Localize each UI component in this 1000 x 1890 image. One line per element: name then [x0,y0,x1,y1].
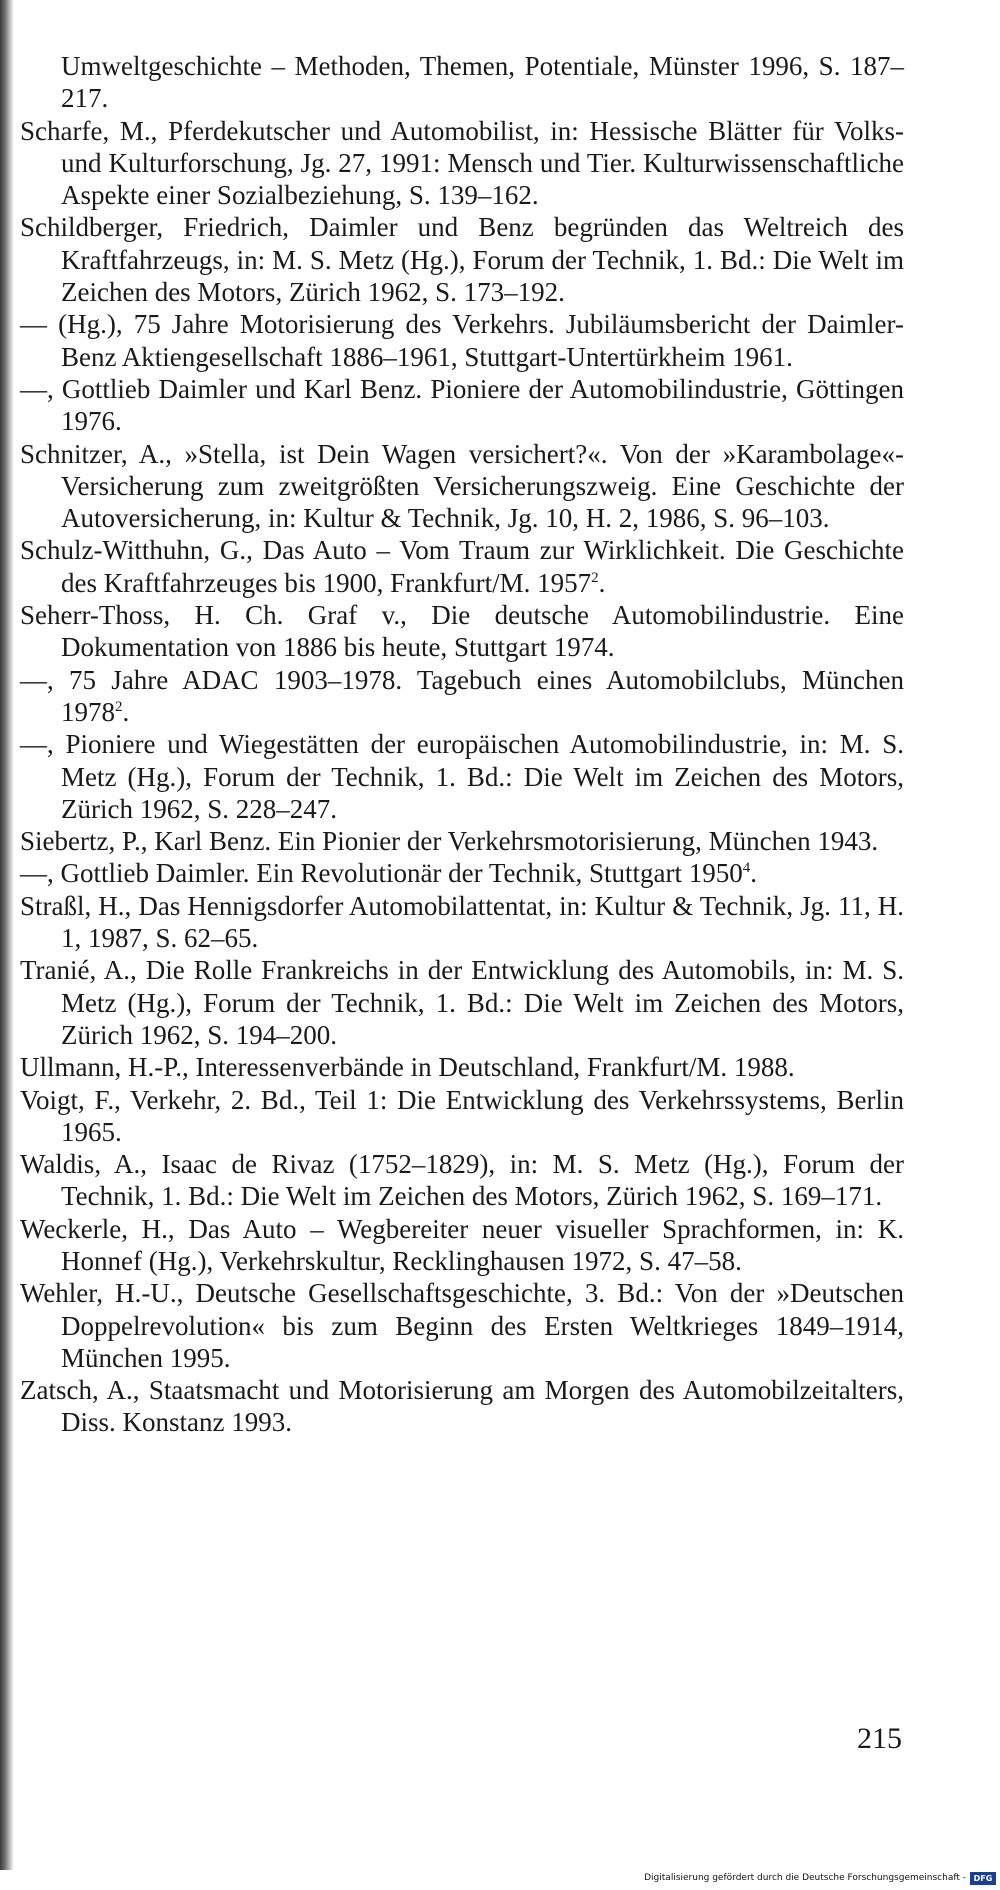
bibliography-entry [20,599,904,664]
edition-superscript: 4 [742,860,751,877]
bibliography-entry [20,890,904,955]
bibliography-entry [20,115,904,212]
entry-text: Ullmann, H.-P., Interessenverbände in Deutschland, Frankfurt/M. 1988. [20,1052,795,1083]
entry-text: Weckerle, H., Das Auto – Wegbereiter neuer visueller Sprachformen, in: K. Honnef (Hg.), Verkehrskultur, Recklinghausen 1972, S. 47–58. [20,1213,904,1276]
bibliography-entry [20,1277,904,1374]
entry-text: Schnitzer, A., »Stella, ist Dein Wagen versichert?«. Von der »Karambolage«-Versicherung zum zweitgrößten Versicherungszweig. Eine Geschichte der Autoversicherung, in: Kultur & Technik, Jg. 10, H. 2, 1986, S. 96–103. [20,438,904,534]
edition-superscript: 2 [591,569,599,586]
dfg-logo: DFG [970,1872,996,1885]
bibliography-entry [20,1084,904,1149]
entry-text: Siebertz, P., Karl Benz. Ein Pionier der Verkehrsmotorisierung, München 1943. [20,826,879,857]
entry-text: Umweltgeschichte – Methoden, Themen, Potentiale, Münster 1996, S. 187–217. [61,51,904,114]
page-number: 215 [857,1722,902,1755]
bibliography-entry [20,728,904,825]
bibliography-entry [20,1374,904,1439]
entry-text: Scharfe, M., Pferdekutscher und Automobilist, in: Hessische Blätter für Volks- und Kulturforschung, Jg. 27, 1991: Mensch und Tier. Kulturwissenschaftliche Aspekte einer Sozialbeziehung, S. 139–162. [20,115,904,211]
entry-text: —, Pioniere und Wiegestätten der europäischen Automobilindustrie, in: M. S. Metz (Hg.), Forum der Technik, 1. Bd.: Die Welt im Zeichen des Motors, Zürich 1962, S. 228–247. [20,729,904,824]
bibliography-entry [20,534,904,599]
entry-text: . [598,567,606,598]
digitization-credit: Digitalisierung gefördert durch die Deutsche Forschungsgemeinschaft - [644,1873,966,1883]
bibliography-entry [20,1213,904,1278]
entry-text: Seherr-Thoss, H. Ch. Graf v., Die deutsche Automobilindustrie. Eine Dokumentation von 1886 bis heute, Stuttgart 1974. [20,600,904,663]
bibliography-list [20,50,904,1439]
bibliography-entry [20,664,904,729]
bibliography-entry [20,1051,904,1083]
entry-text: Schildberger, Friedrich, Daimler und Benz begründen das Weltreich des Kraftfahrzeugs, in: M. S. Metz (Hg.), Forum der Technik, 1. Bd.: Die Welt im Zeichen des Motors, Zürich 1962, S. 173–192. [20,212,904,308]
bibliography-entry [20,857,904,889]
entry-text: — (Hg.), 75 Jahre Motorisierung des Verkehrs. Jubiläumsbericht der Daimler-Benz Aktiengesellschaft 1886–1961, Stuttgart-Untertürkheim 1961. [20,309,904,372]
entry-text: Waldis, A., Isaac de Rivaz (1752–1829), in: M. S. Metz (Hg.), Forum der Technik, 1. Bd.: Die Welt im Zeichen des Motors, Zürich 1962, S. 169–171. [20,1149,904,1212]
entry-text: Straßl, H., Das Hennigsdorfer Automobilattentat, in: Kultur & Technik, Jg. 11, H. 1, 1987, S. 62–65. [20,890,904,954]
entry-text: Schulz-Witthuhn, G., Das Auto – Vom Traum zur Wirklichkeit. Die Geschichte des Kraftfahrzeuges bis 1900, Frankfurt/M. 1957 [20,535,904,598]
entry-text: —, Gottlieb Daimler und Karl Benz. Pioniere der Automobilindustrie, Göttingen 1976. [20,373,904,437]
bibliography-entry [20,308,904,373]
entry-text: . [122,696,130,727]
bibliography-entry [20,50,904,115]
entry-text: —, 75 Jahre ADAC 1903–1978. Tagebuch eines Automobilclubs, München 1978 [20,664,904,727]
bibliography-entry [20,954,904,1051]
bibliography-entry [20,438,904,535]
bibliography-entry [20,373,904,438]
bibliography-entry [20,211,904,308]
bibliography-entry [20,825,904,857]
entry-text: . [750,858,757,889]
entry-text: Voigt, F., Verkehr, 2. Bd., Teil 1: Die Entwicklung des Verkehrssystems, Berlin 1965. [20,1084,904,1147]
entry-text: Wehler, H.-U., Deutsche Gesellschaftsgeschichte, 3. Bd.: Von der »Deutschen Doppelrevolution« bis zum Beginn des Ersten Weltkrieges 1849–1914, München 1995. [20,1278,904,1373]
edition-superscript: 2 [115,698,123,715]
bibliography-entry [20,1148,904,1213]
entry-text: —, Gottlieb Daimler. Ein Revolutionär der Technik, Stuttgart 1950 [20,858,743,889]
entry-text: Tranié, A., Die Rolle Frankreichs in der Entwicklung des Automobils, in: M. S. Metz (Hg.), Forum der Technik, 1. Bd.: Die Welt im Zeichen des Motors, Zürich 1962, S. 194–200. [20,955,904,1050]
entry-text: Zatsch, A., Staatsmacht und Motorisierung am Morgen des Automobilzeitalters, Diss. Konstanz 1993. [20,1375,904,1438]
spine-shadow [0,0,14,1870]
